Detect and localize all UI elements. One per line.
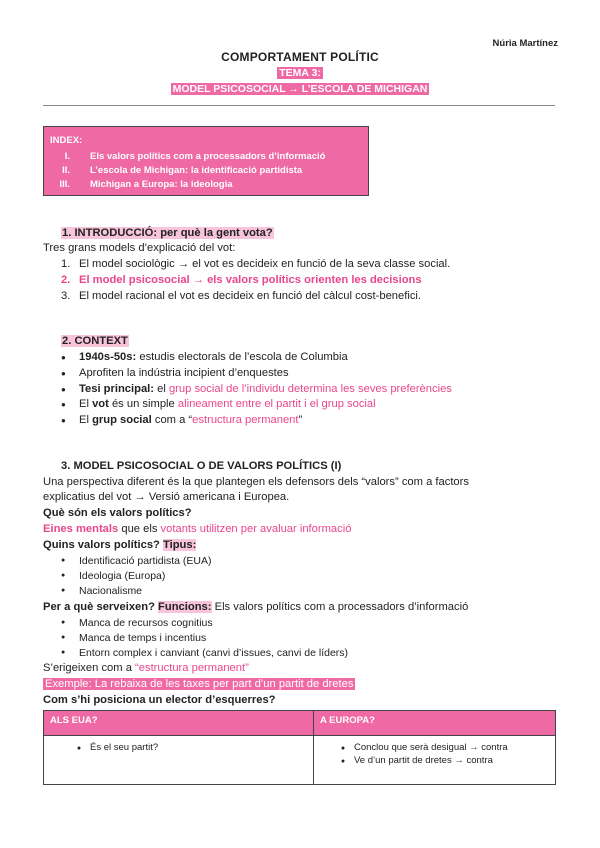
paragraph: S’erigeixen com a “estructura permanent” [43,662,249,674]
section3-heading: 3. MODEL PSICOSOCIAL O DE VALORS POLÍTICS (I) [61,460,342,472]
tema-label: TEMA 3: [279,67,321,79]
list-item: Ideologia (Europa) [79,570,166,582]
section1-intro: Tres grans models d’explicació del vot: [43,242,236,254]
section2-heading: 2. CONTEXT [62,335,128,347]
list-item: Manca de temps i incentius [79,632,207,644]
bullet-icon: ● [61,587,66,594]
bullet-icon: ● [61,619,66,626]
index-title: INDEX: [50,135,83,146]
tema-line [0,67,600,79]
page-title: COMPORTAMENT POLÍTIC [221,50,379,64]
table-cell: ● Conclou que serà desigual → contra ● Ve d’un partit de dretes → contra [314,736,556,785]
list-item: Manca de recursos cognitius [79,617,213,629]
bullet-icon: ● [340,758,346,765]
bullet-icon: ● [61,385,66,394]
bullet-icon: ● [340,745,346,752]
question: Quins valors polítics? Tipus: [43,539,197,551]
bullet-icon: ● [61,369,66,378]
bullet-icon: ● [61,353,66,362]
list-item: Nacionalisme [79,585,143,597]
bullet-icon: ● [61,557,66,564]
question: Per a què serveixen? Funcions: Els valors polítics com a processadors d’informació [43,601,469,613]
list-item: 1940s-50s: estudis electorals de l’escola de Columbia [79,351,348,363]
question: Com s’hi posiciona un elector d’esquerres? [43,694,276,706]
list-item: El grup social com a “estructura permanent” [79,414,303,426]
bullet-icon: ● [61,572,66,579]
list-item: Entorn complex i canviant (canvi d’issues, canvi de líders) [79,647,349,659]
bullet-icon: ● [61,649,66,656]
index-item: II. L’escola de Michigan: la identificació partidista [62,165,303,176]
index-item: I. Els valors polítics com a processadors d’informació [64,151,326,162]
answer: Eines mentals que els votants utilitzen per avaluar informació [43,523,352,535]
list-item: Aprofiten la indústria incipient d’enquestes [79,367,289,379]
section1-heading: 1. INTRODUCCIÓ: per què la gent vota? [62,227,273,239]
list-item: Tesi principal: el grup social de l’individu determina les seves preferències [79,383,452,395]
table-cell: ● És el seu partit? [44,736,314,785]
table-header: ALS EUA? [44,711,314,736]
header-divider [43,105,555,106]
subtitle-line [0,83,600,95]
table-header: A EUROPA? [314,711,556,736]
paragraph: Una perspectiva diferent és la que plantegen els defensors dels “valors” com a factors [43,476,469,488]
index-box [43,126,369,196]
list-item: El vot és un simple alineament entre el partit i el grup social [79,398,376,410]
index-item: III. Michigan a Europa: la ideologia [59,179,233,190]
question: Què són els valors polítics? [43,507,192,519]
list-item: 2. El model psicosocial → els valors polítics orienten les decisions [61,274,422,286]
bullet-icon: ● [61,634,66,641]
comparison-table [43,710,556,785]
bullet-icon: ● [76,745,82,752]
bullet-icon: ● [61,400,66,409]
list-item: 1. El model sociològic → el vot es decideix en funció de la seva classe social. [61,258,451,270]
page-subtitle: MODEL PSICOSOCIAL → L’ESCOLA DE MICHIGAN [172,83,428,95]
bullet-icon: ● [61,416,66,425]
list-item: Identificació partidista (EUA) [79,555,212,567]
author-name: Núria Martínez [492,38,558,49]
example: Exemple: La rebaixa de les taxes per part d’un partit de dretes [45,678,354,690]
list-item: 3. El model racional el vot es decideix en funció del càlcul cost-benefici. [61,290,422,302]
paragraph: explicatius del vot → Versió americana i Europea. [43,491,290,503]
